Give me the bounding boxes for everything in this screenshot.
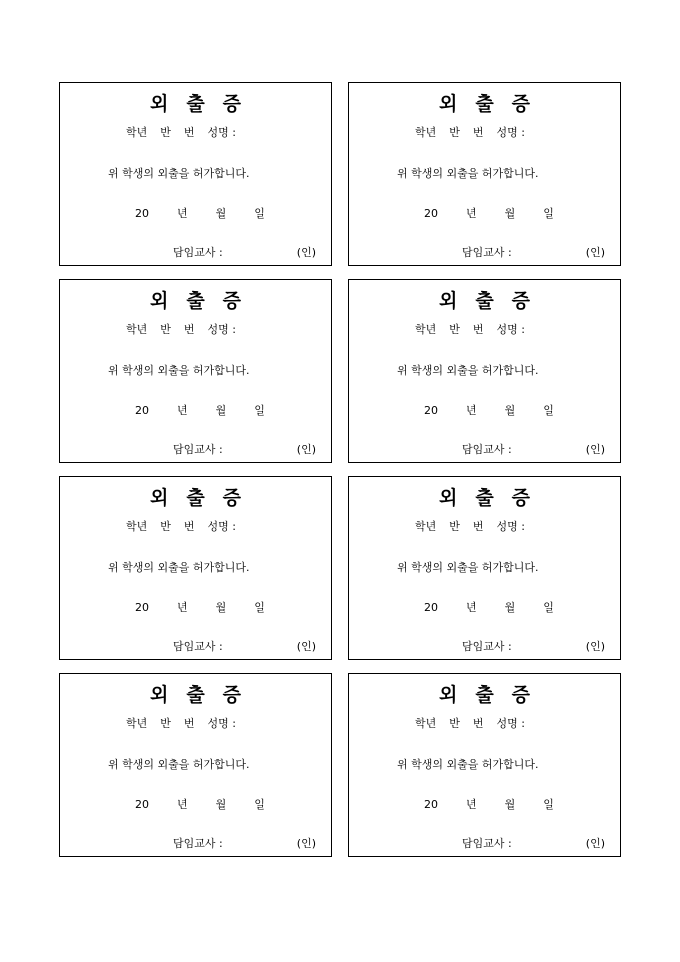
month-label: 월: [504, 404, 516, 417]
year-prefix: 20: [424, 404, 438, 417]
name-label: 성명 :: [207, 717, 237, 730]
number-label: 번: [183, 323, 195, 336]
year-label: 년: [466, 601, 477, 614]
grade-label: 학년: [415, 323, 437, 336]
class-label: 반: [449, 323, 460, 336]
number-label: 번: [472, 323, 484, 336]
outing-pass-card: [59, 82, 332, 266]
year-label: 년: [177, 404, 188, 417]
month-label: 월: [215, 798, 227, 811]
day-label: 일: [543, 207, 554, 220]
title-char: 출: [186, 290, 205, 312]
title-char: 외: [438, 487, 458, 509]
date-line: [135, 599, 265, 615]
grade-label: 학년: [415, 717, 437, 730]
seal-label: (인): [296, 246, 316, 259]
date-line: [135, 796, 265, 812]
title-char: 외: [149, 684, 169, 706]
title-char: 증: [511, 290, 531, 312]
number-label: 번: [183, 520, 195, 533]
seal-label: (인): [585, 837, 605, 850]
permission-text: 위 학생의 외출을 허가합니다.: [108, 758, 250, 771]
pass-title: [349, 483, 620, 510]
permission-text: 위 학생의 외출을 허가합니다.: [108, 167, 250, 180]
year-prefix: 20: [135, 207, 149, 220]
year-label: 년: [466, 207, 477, 220]
pass-title: [60, 286, 331, 313]
year-label: 년: [177, 601, 188, 614]
title-char: 출: [475, 684, 494, 706]
year-prefix: 20: [135, 404, 149, 417]
day-label: 일: [543, 404, 554, 417]
name-label: 성명 :: [496, 520, 526, 533]
year-label: 년: [466, 404, 477, 417]
year-prefix: 20: [135, 798, 149, 811]
class-label: 반: [449, 520, 460, 533]
grade-label: 학년: [126, 717, 148, 730]
pass-title: [349, 89, 620, 116]
title-char: 출: [475, 487, 494, 509]
student-info-line: [126, 321, 236, 337]
seal-label: (인): [296, 837, 316, 850]
student-info-line: [126, 124, 236, 140]
outing-pass-card: [59, 279, 332, 463]
day-label: 일: [254, 404, 265, 417]
teacher-label: 담임교사 :: [173, 640, 223, 653]
outing-pass-card: [348, 82, 621, 266]
title-char: 출: [475, 93, 494, 115]
teacher-label: 담임교사 :: [462, 443, 512, 456]
year-label: 년: [466, 798, 477, 811]
title-char: 출: [186, 487, 205, 509]
seal-label: (인): [585, 640, 605, 653]
outing-pass-card: [348, 279, 621, 463]
student-info-line: [415, 518, 525, 534]
teacher-label: 담임교사 :: [173, 837, 223, 850]
title-char: 증: [222, 684, 242, 706]
class-label: 반: [449, 126, 460, 139]
permission-text: 위 학생의 외출을 허가합니다.: [397, 758, 539, 771]
teacher-label: 담임교사 :: [462, 640, 512, 653]
title-char: 외: [438, 290, 458, 312]
grade-label: 학년: [126, 126, 148, 139]
outing-pass-card: [59, 673, 332, 857]
title-char: 증: [511, 684, 531, 706]
outing-pass-card: [59, 476, 332, 660]
year-prefix: 20: [135, 601, 149, 614]
date-line: [424, 599, 554, 615]
teacher-label: 담임교사 :: [173, 246, 223, 259]
grade-label: 학년: [415, 520, 437, 533]
name-label: 성명 :: [207, 520, 237, 533]
seal-label: (인): [296, 443, 316, 456]
year-prefix: 20: [424, 798, 438, 811]
year-prefix: 20: [424, 601, 438, 614]
title-char: 외: [438, 93, 458, 115]
seal-label: (인): [296, 640, 316, 653]
class-label: 반: [160, 520, 171, 533]
number-label: 번: [472, 520, 484, 533]
year-label: 년: [177, 207, 188, 220]
student-info-line: [415, 124, 525, 140]
class-label: 반: [160, 126, 171, 139]
title-char: 증: [222, 93, 242, 115]
date-line: [424, 205, 554, 221]
title-char: 증: [222, 290, 242, 312]
year-label: 년: [177, 798, 188, 811]
teacher-label: 담임교사 :: [462, 246, 512, 259]
title-char: 외: [149, 290, 169, 312]
month-label: 월: [215, 601, 227, 614]
outing-pass-card: [348, 673, 621, 857]
date-line: [135, 205, 265, 221]
title-char: 출: [475, 290, 494, 312]
number-label: 번: [183, 717, 195, 730]
name-label: 성명 :: [496, 323, 526, 336]
title-char: 증: [222, 487, 242, 509]
grade-label: 학년: [126, 520, 148, 533]
seal-label: (인): [585, 443, 605, 456]
number-label: 번: [183, 126, 195, 139]
title-char: 외: [149, 487, 169, 509]
student-info-line: [415, 715, 525, 731]
name-label: 성명 :: [207, 323, 237, 336]
student-info-line: [126, 518, 236, 534]
seal-label: (인): [585, 246, 605, 259]
day-label: 일: [543, 798, 554, 811]
pass-title: [60, 89, 331, 116]
class-label: 반: [449, 717, 460, 730]
class-label: 반: [160, 323, 171, 336]
teacher-label: 담임교사 :: [173, 443, 223, 456]
pass-sheet: [59, 82, 621, 857]
class-label: 반: [160, 717, 171, 730]
date-line: [424, 796, 554, 812]
name-label: 성명 :: [496, 126, 526, 139]
permission-text: 위 학생의 외출을 허가합니다.: [108, 364, 250, 377]
year-prefix: 20: [424, 207, 438, 220]
pass-title: [60, 680, 331, 707]
grade-label: 학년: [126, 323, 148, 336]
month-label: 월: [504, 207, 516, 220]
student-info-line: [415, 321, 525, 337]
outing-pass-card: [348, 476, 621, 660]
teacher-label: 담임교사 :: [462, 837, 512, 850]
title-char: 외: [438, 684, 458, 706]
permission-text: 위 학생의 외출을 허가합니다.: [108, 561, 250, 574]
day-label: 일: [254, 798, 265, 811]
pass-title: [349, 680, 620, 707]
permission-text: 위 학생의 외출을 허가합니다.: [397, 561, 539, 574]
month-label: 월: [215, 404, 227, 417]
title-char: 외: [149, 93, 169, 115]
day-label: 일: [254, 207, 265, 220]
student-info-line: [126, 715, 236, 731]
title-char: 증: [511, 487, 531, 509]
number-label: 번: [472, 126, 484, 139]
day-label: 일: [543, 601, 554, 614]
name-label: 성명 :: [496, 717, 526, 730]
number-label: 번: [472, 717, 484, 730]
name-label: 성명 :: [207, 126, 237, 139]
month-label: 월: [504, 798, 516, 811]
pass-title: [349, 286, 620, 313]
grade-label: 학년: [415, 126, 437, 139]
pass-title: [60, 483, 331, 510]
permission-text: 위 학생의 외출을 허가합니다.: [397, 167, 539, 180]
title-char: 증: [511, 93, 531, 115]
day-label: 일: [254, 601, 265, 614]
date-line: [135, 402, 265, 418]
month-label: 월: [504, 601, 516, 614]
date-line: [424, 402, 554, 418]
title-char: 출: [186, 93, 205, 115]
permission-text: 위 학생의 외출을 허가합니다.: [397, 364, 539, 377]
month-label: 월: [215, 207, 227, 220]
title-char: 출: [186, 684, 205, 706]
